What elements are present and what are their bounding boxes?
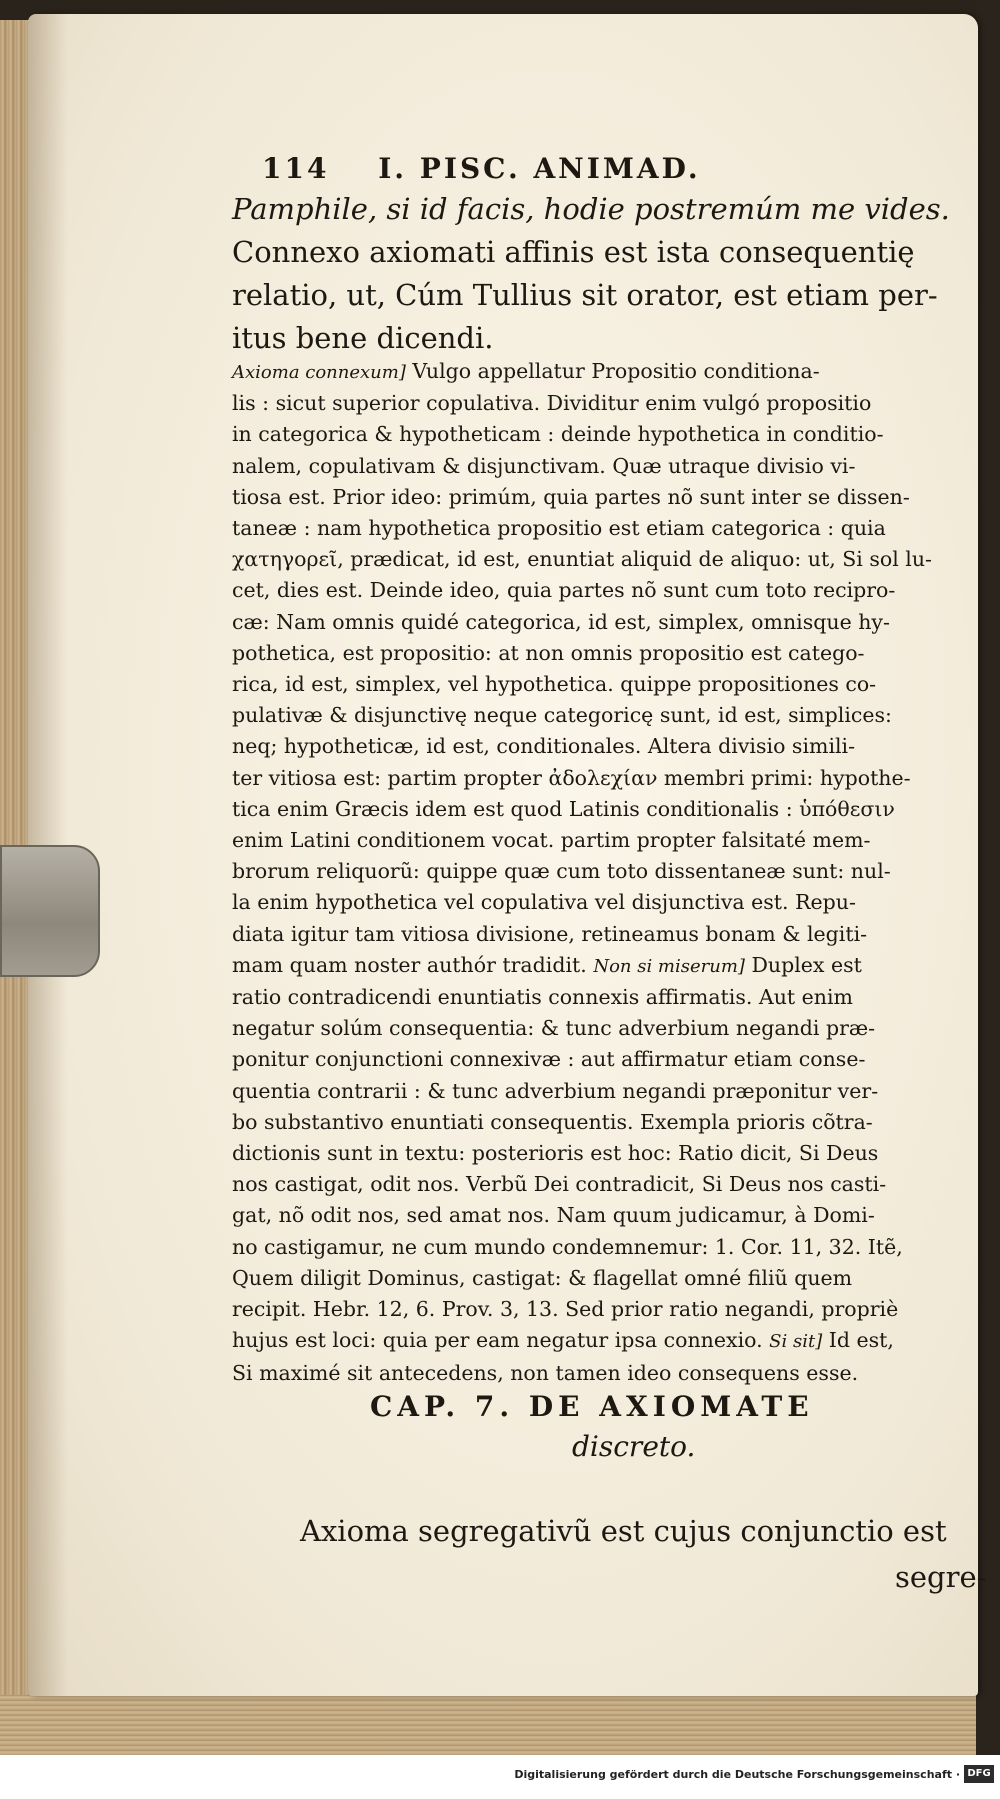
commentary-line: rica, id est, simplex, vel hypothetica. quippe propositiones co- xyxy=(232,672,877,697)
commentary-line-text: mam quam noster authór tradidit. xyxy=(232,952,587,977)
intro-line: itus bene dicendi. xyxy=(232,321,494,355)
chapter-line: segre- xyxy=(895,1560,987,1594)
commentary-line: neq; hypotheticæ, id est, conditionales. Altera divisio simili- xyxy=(232,734,856,759)
commentary-line-text: Id est, xyxy=(828,1328,894,1353)
lemma-si-sit: Si sit] xyxy=(769,1331,823,1353)
commentary-line: in categorica & hypotheticam : deinde hypothetica in conditio- xyxy=(232,422,884,447)
chapter-opening-text xyxy=(300,1508,986,1600)
commentary-body xyxy=(232,356,932,1389)
intro-block xyxy=(232,188,950,360)
commentary-line xyxy=(232,950,932,982)
intro-quote: Pamphile, si id facis, hodie postremúm me vides. xyxy=(232,192,950,226)
commentary-line: nos castigat, odit nos. Verbũ Dei contradicit, Si Deus nos casti- xyxy=(232,1172,887,1197)
intro-line: relatio, ut, Cúm Tullius sit orator, est etiam per- xyxy=(232,278,938,312)
commentary-line-text: Vulgo appellatur Propositio conditiona- xyxy=(412,359,820,383)
lemma-non-si-miserum: Non si miserum] xyxy=(593,955,745,977)
commentary-line: cæ: Nam omnis quidé categorica, id est, simplex, omnisque hy- xyxy=(232,609,890,634)
commentary-line: la enim hypothetica vel copulativa vel disjunctiva est. Repu- xyxy=(232,890,856,915)
commentary-line: lis : sicut superior copulativa. Dividitur enim vulgó propositio xyxy=(232,391,872,416)
chapter-line: Axioma segregativũ est cujus conjunctio est xyxy=(300,1514,947,1548)
commentary-line: tiosa est. Prior ideo: primúm, quia partes nõ sunt inter se dissen- xyxy=(232,484,910,509)
chapter-title: CAP. 7. DE AXIOMATE xyxy=(370,1390,814,1423)
commentary-line: Si maximé sit antecedens, non tamen ideo consequens esse. xyxy=(232,1360,859,1385)
chapter-subtitle: discreto. xyxy=(572,1430,696,1463)
commentary-line xyxy=(232,356,932,388)
commentary-line: ratio contradicendi enuntiatis connexis affirmatis. Aut enim xyxy=(232,985,853,1010)
commentary-line-text: hujus est loci: quia per eam negatur ipsa connexio. xyxy=(232,1328,763,1353)
commentary-line xyxy=(232,1325,932,1357)
footer-bar xyxy=(0,1755,1000,1799)
commentary-line: pulativæ & disjunctivę neque categoricę sunt, id est, simplices: xyxy=(232,703,892,728)
running-header xyxy=(262,152,701,185)
scan-background-right xyxy=(976,0,1000,1755)
funding-credit: Digitalisierung gefördert durch die Deutsche Forschungsgemeinschaft · xyxy=(514,1768,960,1781)
commentary-line: Quem diligit Dominus, castigat: & flagellat omné filiũ quem xyxy=(232,1265,853,1290)
commentary-line-text: Duplex est xyxy=(751,952,862,977)
dfg-logo: DFG xyxy=(964,1765,994,1783)
commentary-line: taneæ : nam hypothetica propositio est etiam categorica : quia xyxy=(232,516,886,541)
page-clip xyxy=(0,845,100,977)
commentary-line: negatur solúm consequentia: & tunc adverbium negandi præ- xyxy=(232,1016,876,1041)
commentary-line: recipit. Hebr. 12, 6. Prov. 3, 13. Sed prior ratio negandi, propriè xyxy=(232,1297,899,1322)
commentary-line: bo substantivo enuntiati consequentis. Exempla prioris cõtra- xyxy=(232,1109,873,1134)
commentary-line: dictionis sunt in textu: posterioris est hoc: Ratio dicit, Si Deus xyxy=(232,1141,879,1166)
commentary-line: enim Latini conditionem vocat. partim propter falsitaté mem- xyxy=(232,828,871,853)
commentary-line: diata igitur tam vitiosa divisione, retineamus bonam & legiti- xyxy=(232,921,868,946)
commentary-line: cet, dies est. Deinde ideo, quia partes nõ sunt cum toto recipro- xyxy=(232,578,896,603)
commentary-line: no castigamur, ne cum mundo condemnemur: 1. Cor. 11, 32. Itẽ, xyxy=(232,1234,903,1259)
commentary-line: ter vitiosa est: partim propter ἀδολεχίαν membri primi: hypothe- xyxy=(232,765,911,790)
running-title: I. PISC. ANIMAD. xyxy=(378,152,701,185)
intro-line: Connexo axiomati affinis est ista consequentię xyxy=(232,235,915,269)
commentary-line: ponitur conjunctioni connexivæ : aut affirmatur etiam conse- xyxy=(232,1047,866,1072)
commentary-line: brorum reliquorũ: quippe quæ cum toto dissentaneæ sunt: nul- xyxy=(232,859,891,884)
commentary-line: nalem, copulativam & disjunctivam. Quæ utraque divisio vi- xyxy=(232,453,856,478)
commentary-line: χατηγορεῖ, prædicat, id est, enuntiat aliquid de aliquo: ut, Si sol lu- xyxy=(232,547,932,572)
page-number: 114 xyxy=(262,152,330,185)
commentary-line: quentia contrarii : & tunc adverbium negandi præponitur ver- xyxy=(232,1078,879,1103)
lemma-axioma-connexum: Axioma connexum] xyxy=(232,362,406,383)
commentary-line: tica enim Græcis idem est quod Latinis conditionalis : ὑπόθεσιν xyxy=(232,796,895,821)
commentary-line: gat, nõ odit nos, sed amat nos. Nam quum judicamur, à Domi- xyxy=(232,1203,875,1228)
commentary-line: pothetica, est propositio: at non omnis propositio est catego- xyxy=(232,640,865,665)
book-bottom-edges xyxy=(0,1695,1000,1755)
